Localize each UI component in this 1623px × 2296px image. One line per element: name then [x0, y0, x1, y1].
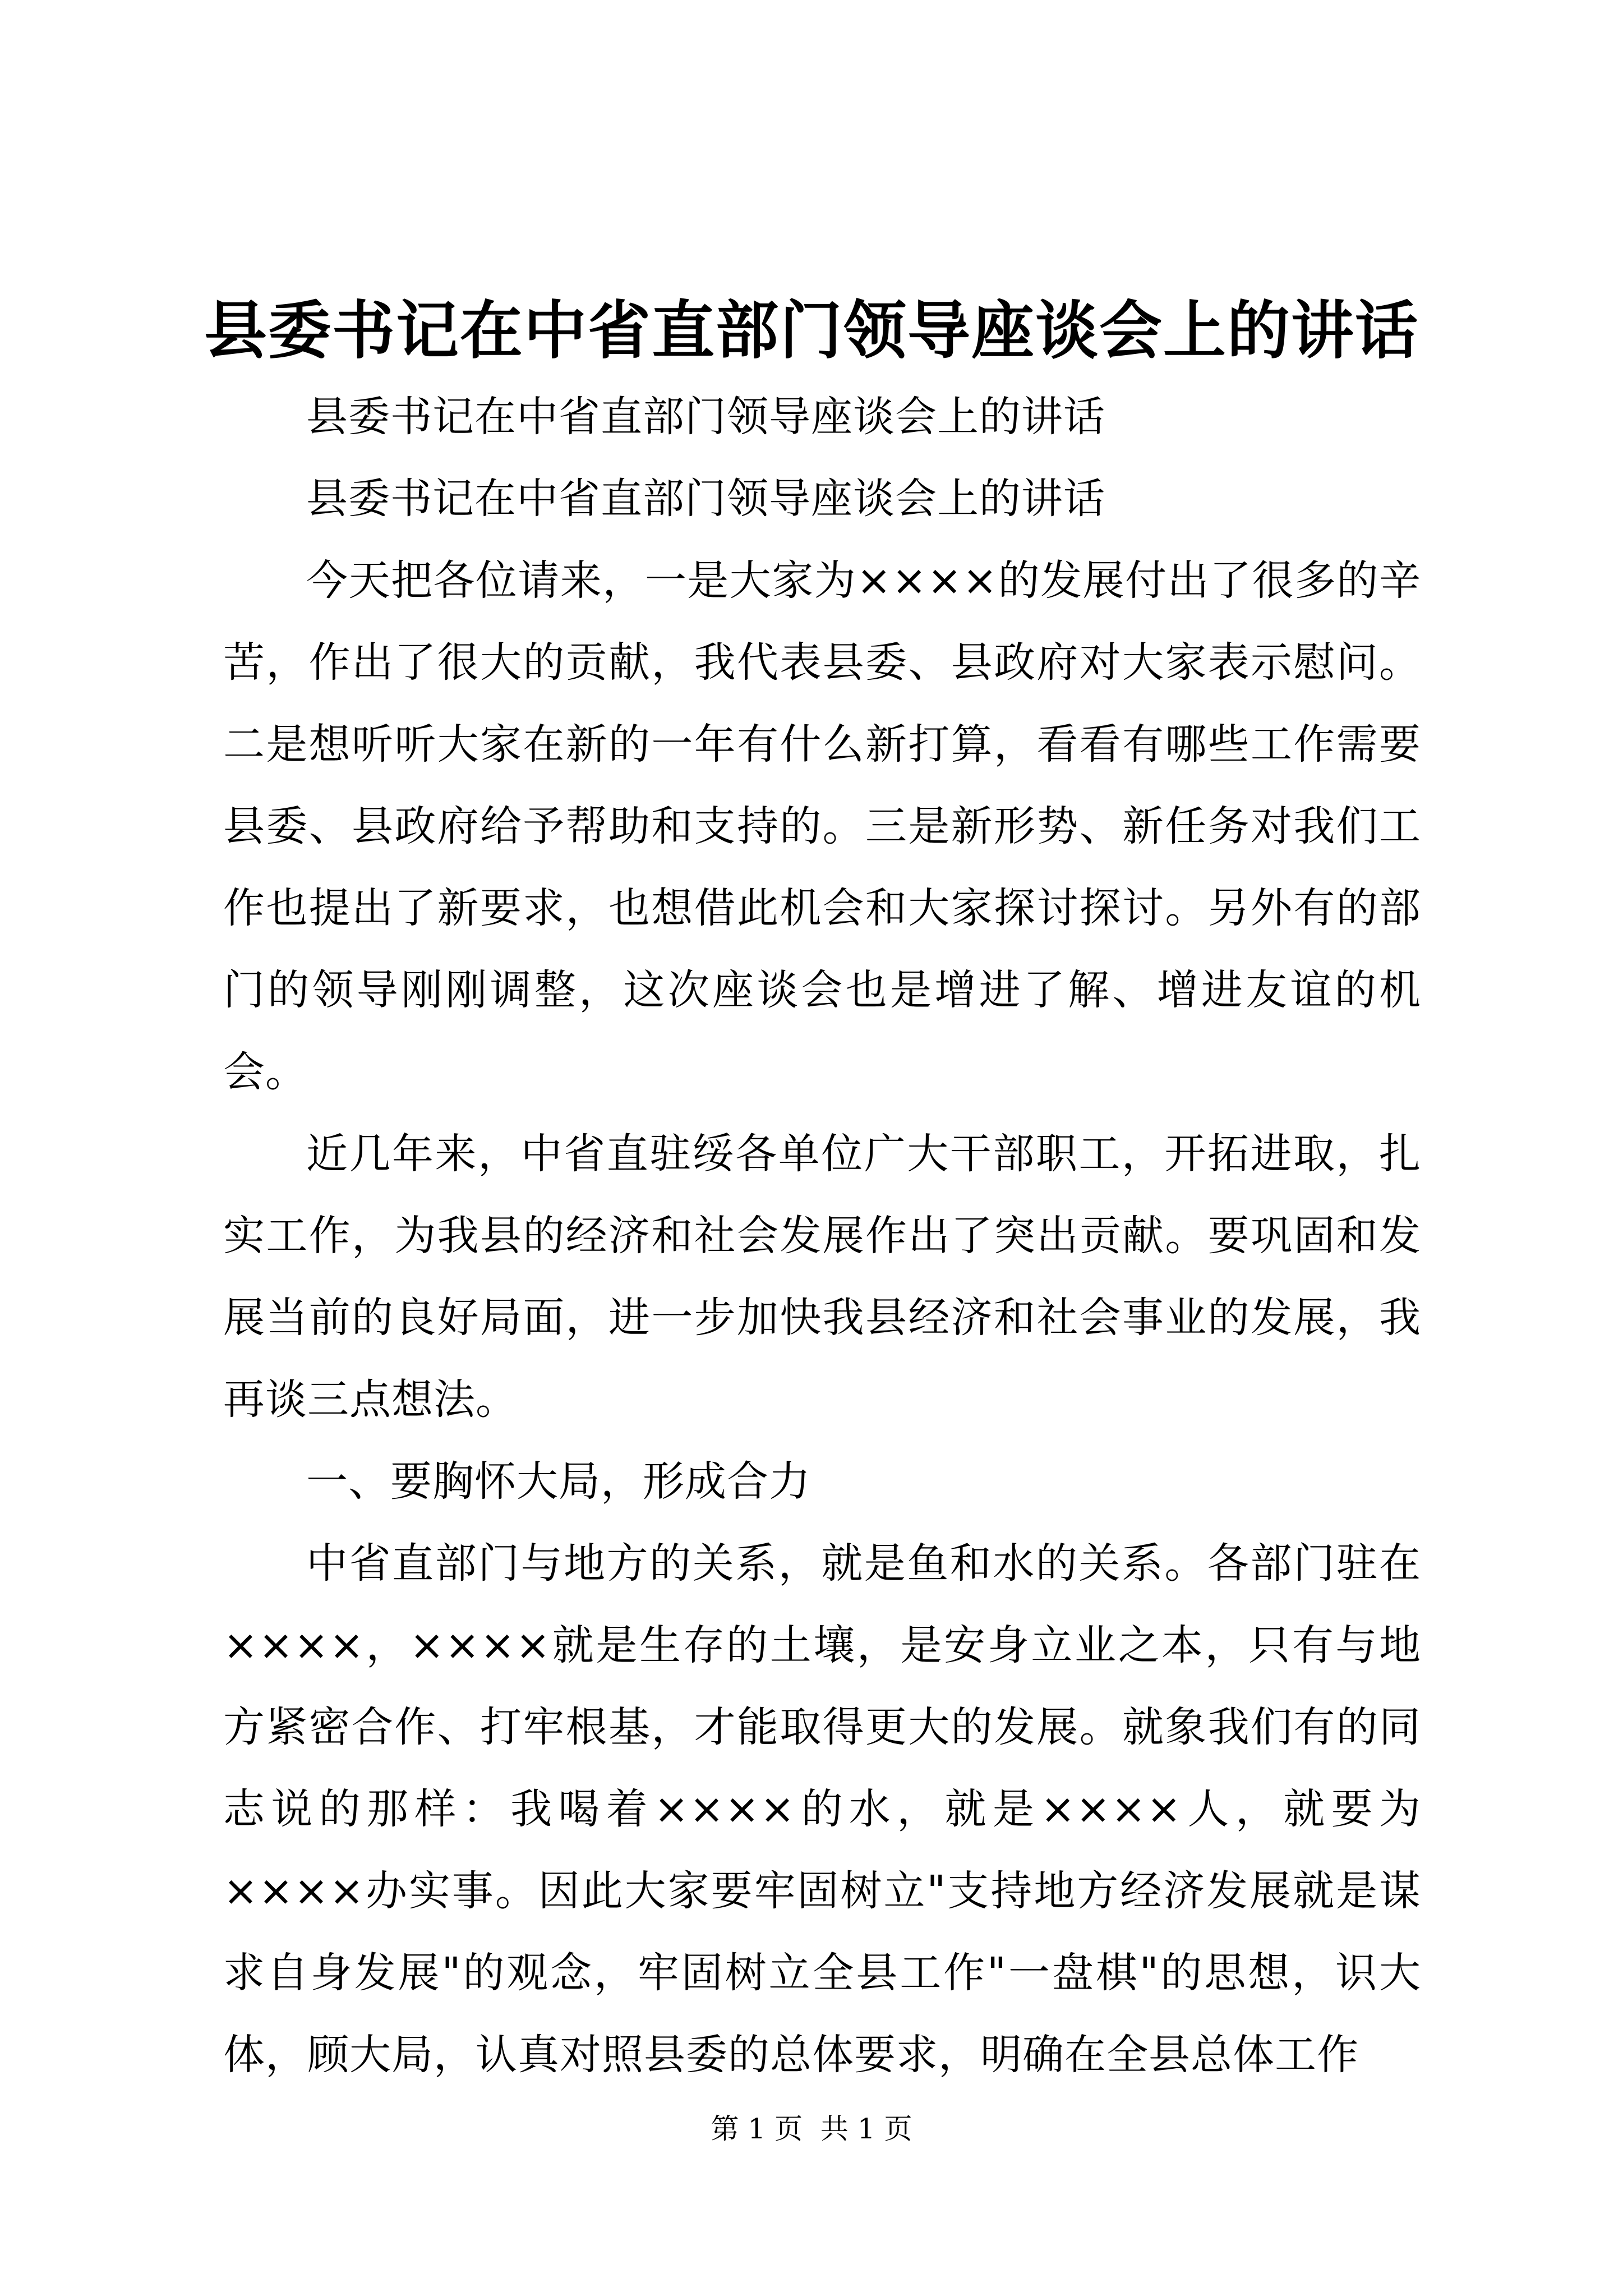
paragraph: 县委书记在中省直部门领导座谈会上的讲话 [306, 475, 1105, 523]
document-title: 县委书记在中省直部门领导座谈会上的讲话 [204, 294, 1419, 367]
page-number: 第 1 页 共 1 页 [711, 2113, 912, 2145]
section-heading: 一、要胸怀大局，形成合力 [306, 1457, 811, 1506]
document-body [223, 376, 1421, 2096]
page-footer [0, 2109, 1623, 2148]
paragraph: 中省直部门与地方的关系，就是鱼和水的关系。各部门驻在××××，××××就是生存的土壤，是安身立业之本，只有与地方紧密合作、打牢根基，才能取得更大的发展。就象我们有的同志说的那样：我喝着××××的水，就是××××人，就要为××××办实事。因此大家要牢固树立"支持地方经济发展就是谋求自身发展"的观念，牢固树立全县工作"一盘棋"的思想，识大体，顾大局，认真对照县委的总体要求，明确在全县总体工作 [223, 1539, 1421, 2079]
paragraph: 近几年来，中省直驻绥各单位广大干部职工，开拓进取，扎实工作，为我县的经济和社会发展作出了突出贡献。要巩固和发展当前的良好局面，进一步加快我县经济和社会事业的发展，我再谈三点想法。 [223, 1130, 1421, 1424]
paragraph: 县委书记在中省直部门领导座谈会上的讲话 [306, 393, 1105, 441]
paragraph: 今天把各位请来，一是大家为××××的发展付出了很多的辛苦，作出了很大的贡献，我代表县委、县政府对大家表示慰问。二是想听听大家在新的一年有什么新打算，看看有哪些工作需要县委、县政府给予帮助和支持的。三是新形势、新任务对我们工作也提出了新要求，也想借此机会和大家探讨探讨。另外有的部门的领导刚刚调整，这次座谈会也是增进了解、增进友谊的机会。 [223, 556, 1421, 1096]
